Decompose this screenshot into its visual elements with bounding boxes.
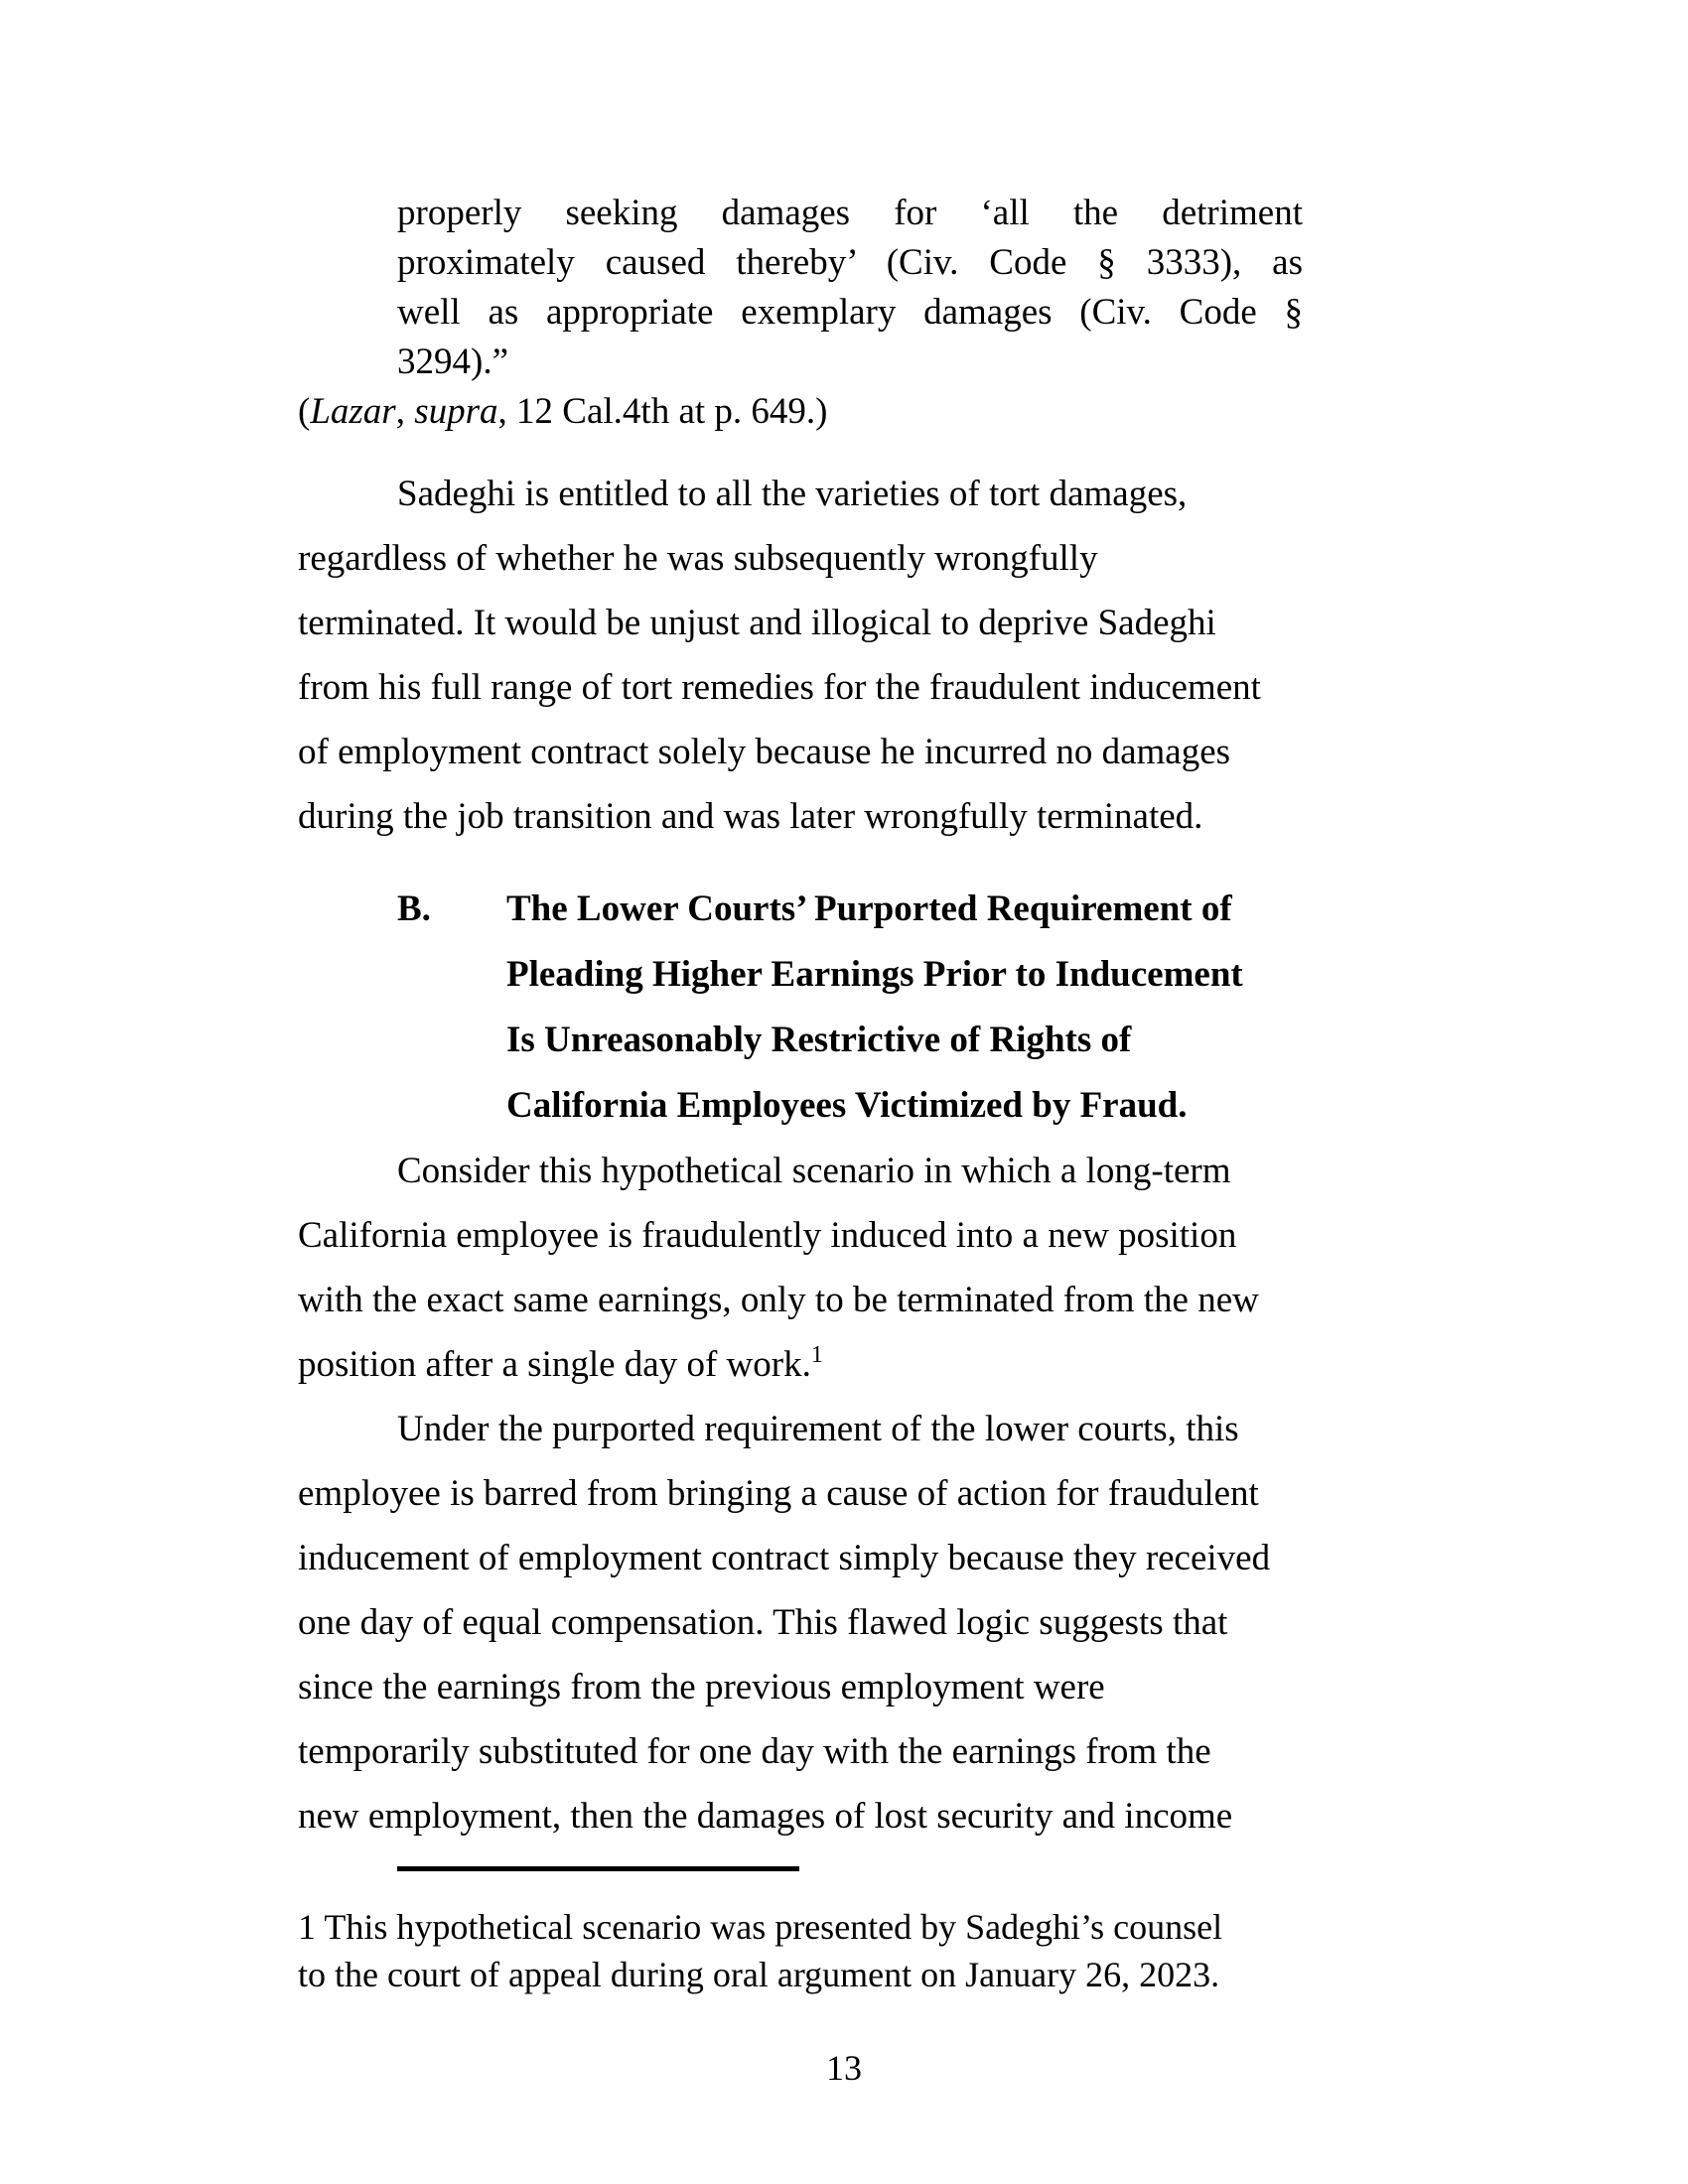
block-quote <box>397 189 1303 387</box>
body-paragraph <box>298 1139 1395 1397</box>
text-line: during the job transition and was later wrongfully terminated. <box>298 796 1203 837</box>
citation-supra: supra <box>414 391 498 432</box>
footnote-line: to the court of appeal during oral argument on January 26, 2023. <box>298 1955 1220 1994</box>
text-line: Sadeghi is entitled to all the varieties of tort damages, <box>397 474 1188 514</box>
case-citation <box>298 387 1395 437</box>
footnote <box>298 1903 1395 1998</box>
text-line <box>298 1332 1395 1397</box>
page-content <box>298 189 1395 1998</box>
heading-line: California Employees Victimized by Fraud. <box>506 1085 1188 1126</box>
quote-line: 3294).” <box>397 341 508 382</box>
section-heading-b <box>397 877 1395 1139</box>
footnote-reference: 1 <box>810 1342 823 1368</box>
text-line: Consider this hypothetical scenario in which a long-term <box>397 1151 1231 1191</box>
text-line: temporarily substituted for one day with the earnings from the <box>298 1731 1211 1772</box>
heading-label: B. <box>397 888 431 929</box>
citation-reporter: , 12 Cal.4th at p. 649.) <box>497 391 828 432</box>
text-line: one day of equal compensation. This flawed logic suggests that <box>298 1602 1228 1643</box>
quote-line: properly seeking damages for ‘all the detriment <box>397 193 1303 233</box>
body-paragraph <box>298 462 1395 849</box>
heading-line: Is Unreasonably Restrictive of Rights of <box>506 1020 1132 1060</box>
text-line: Under the purported requirement of the lower courts, this <box>397 1409 1239 1449</box>
heading-line: The Lower Courts’ Purported Requirement of <box>506 888 1232 929</box>
text-line: from his full range of tort remedies for the fraudulent inducement <box>298 667 1261 708</box>
footnote-line: 1 This hypothetical scenario was presented by Sadeghi’s counsel <box>298 1907 1223 1947</box>
text-line: since the earnings from the previous employment were <box>298 1667 1105 1707</box>
quote-line: well as appropriate exemplary damages (Civ. Code § <box>397 292 1303 333</box>
quote-line: proximately caused thereby’ (Civ. Code § 3333), as <box>397 242 1303 283</box>
text-line: California employee is fraudulently induced into a new position <box>298 1215 1237 1256</box>
text-segment: position after a single day of work. <box>298 1344 811 1385</box>
text-line: of employment contract solely because he incurred no damages <box>298 732 1231 772</box>
text-line: terminated. It would be unjust and illogical to deprive Sadeghi <box>298 603 1216 643</box>
page-number: 13 <box>826 2048 862 2088</box>
heading-line: Pleading Higher Earnings Prior to Inducement <box>506 954 1243 995</box>
text-line: regardless of whether he was subsequently wrongfully <box>298 538 1098 579</box>
body-paragraph <box>298 1397 1395 1848</box>
citation-open-paren: ( <box>298 391 311 432</box>
citation-case-name: Lazar <box>310 391 396 432</box>
text-line: new employment, then the damages of lost security and income <box>298 1796 1233 1837</box>
text-line: inducement of employment contract simply because they received <box>298 1538 1271 1578</box>
text-line: employee is barred from bringing a cause of action for fraudulent <box>298 1473 1259 1514</box>
footnote-separator <box>397 1866 799 1871</box>
heading-text <box>506 877 1243 1139</box>
citation-separator: , <box>395 391 415 432</box>
text-line: with the exact same earnings, only to be terminated from the new <box>298 1280 1259 1320</box>
